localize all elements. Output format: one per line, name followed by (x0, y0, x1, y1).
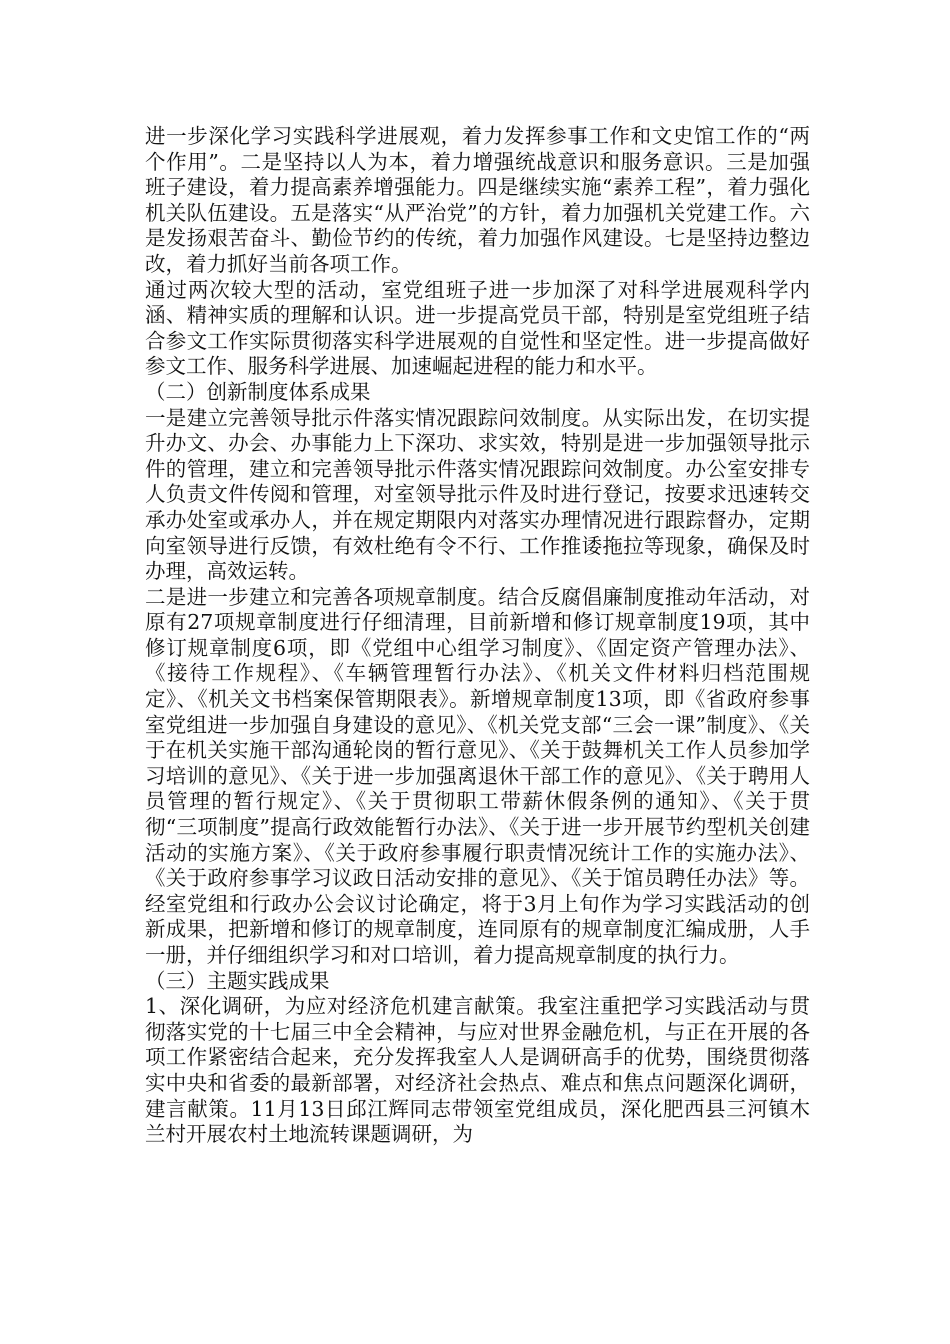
section-heading: （三）主题实践成果 (145, 968, 330, 993)
paragraph: 通过两次较大型的活动，室党组班子进一步加深了对科学进展观科学内涵、精神实质的理解和认识。进一步提高党员干部，特别是室党组班子结合参文工作实际贯彻落实科学进展观的自觉性和坚定性。进一步提高做好参文工作、服务科学进展、加速崛起进程的能力和水平。 (145, 277, 810, 379)
section-heading: （二）创新制度体系成果 (145, 379, 371, 404)
paragraph: 进一步深化学习实践科学进展观，着力发挥参事工作和文史馆工作的“两个作用”。二是坚持以人为本，着力增强统战意识和服务意识。三是加强班子建设，着力提高素养增强能力。四是继续实施“素养工程”，着力强化机关队伍建设。五是落实“从严治党”的方针，着力加强机关党建工作。六是发扬艰苦奋斗、勤俭节约的传统，着力加强作风建设。七是坚持边整边改，着力抓好当前各项工作。 (145, 124, 810, 276)
document-page (145, 124, 810, 1148)
paragraph: 二是进一步建立和完善各项规章制度。结合反腐倡廉制度推动年活动，对原有27项规章制度进行仔细清理，目前新增和修订规章制度19项，其中修订规章制度6项，即《党组中心组学习制度》、《固定资产管理办法》、《接待工作规程》、《车辆管理暂行办法》、《机关文件材料归档范围规定》、《机关文书档案保管期限表》。新增规章制度13项，即《省政府参事室党组进一步加强自身建设的意见》、《机关党支部“三会一课”制度》、《关于在机关实施干部沟通轮岗的暂行意见》、《关于鼓舞机关工作人员参加学习培训的意见》、《关于进一步加强离退休干部工作的意见》、《关于聘用人员管理的暂行规定》、《关于贯彻职工带薪休假条例的通知》、《关于贯彻“三项制度”提高行政效能暂行办法》、《关于进一步开展节约型机关创建活动的实施方案》、《关于政府参事履行职责情况统计工作的实施办法》、《关于政府参事学习议政日活动安排的意见》、《关于馆员聘任办法》等。经室党组和行政办公会议讨论确定，将于3月上旬作为学习实践活动的创新成果，把新增和修订的规章制度，连同原有的规章制度汇编成册，人手一册，并仔细组织学习和对口培训，着力提高规章制度的执行力。 (145, 584, 810, 967)
paragraph: 一是建立完善领导批示件落实情况跟踪问效制度。从实际出发，在切实提升办文、办会、办事能力上下深功、求实效，特别是进一步加强领导批示件的管理，建立和完善领导批示件落实情况跟踪问效制度。办公室安排专人负责文件传阅和管理，对室领导批示件及时进行登记，按要求迅速转交承办处室或承办人，并在规定期限内对落实办理情况进行跟踪督办，定期向室领导进行反馈，有效杜绝有令不行、工作推诿拖拉等现象，确保及时办理，高效运转。 (145, 405, 810, 584)
paragraph: 1、深化调研，为应对经济危机建言献策。我室注重把学习实践活动与贯彻落实党的十七届三中全会精神，与应对世界金融危机，与正在开展的各项工作紧密结合起来，充分发挥我室人人是调研高手的优势，围绕贯彻落实中央和省委的最新部署，对经济社会热点、难点和焦点问题深化调研，建言献策。11月13日邱江辉同志带领室党组成员，深化肥西县三河镇木兰村开展农村土地流转课题调研，为 (145, 994, 810, 1147)
